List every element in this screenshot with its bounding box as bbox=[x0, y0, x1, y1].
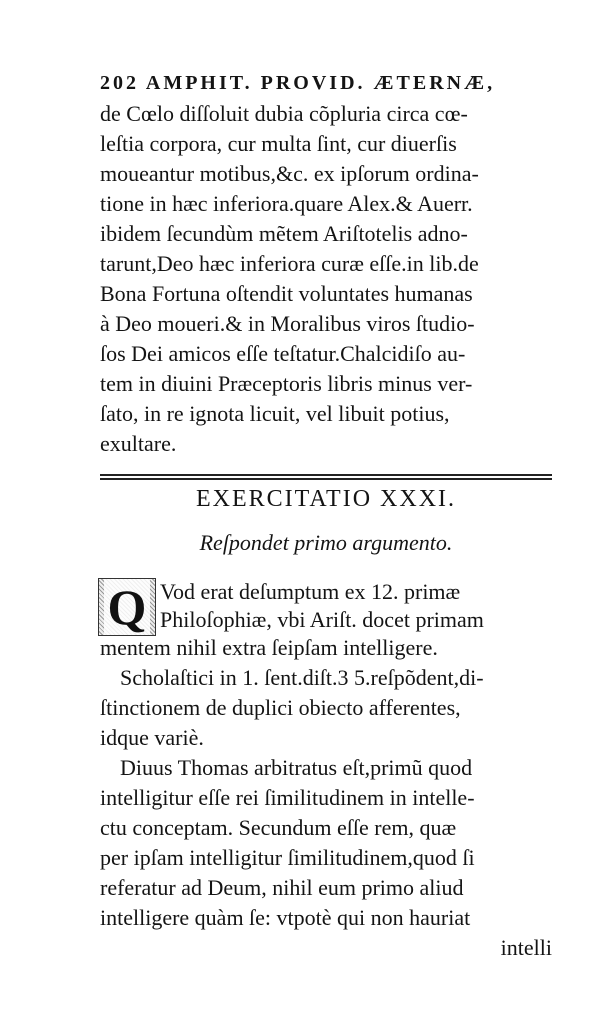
text-line: per ipſam intelligitur ſimilitudinem,quod ſi bbox=[100, 845, 475, 870]
section-rule-top bbox=[100, 474, 552, 476]
text-line: ibidem ſecundùm mẽtem Ariſtotelis adno- bbox=[100, 221, 468, 246]
text-line: tarunt,Deo hæc inferiora curæ eſſe.in lib.de bbox=[100, 251, 479, 276]
decorated-initial bbox=[98, 578, 156, 636]
text-line: intelligitur eſſe rei ſimilitudinem in intelle- bbox=[100, 785, 475, 810]
text-line: tione in hæc inferiora.quare Alex.& Auerr. bbox=[100, 191, 473, 216]
text-line: mentem nihil extra ſeipſam intelligere. bbox=[100, 635, 438, 660]
text-line: de Cœlo diſſoluit dubia cõpluria circa cœ- bbox=[100, 101, 468, 126]
text-line: à Deo moueri.& in Moralibus viros ſtudio- bbox=[100, 311, 475, 336]
text-line: ſtinctionem de duplici obiecto afferentes, bbox=[100, 695, 461, 720]
text-line: ctu conceptam. Secundum eſſe rem, quæ bbox=[100, 815, 457, 840]
text-line: Bona Fortuna oſtendit voluntates humanas bbox=[100, 281, 473, 306]
text-line: Philoſophiæ, vbi Ariſt. docet primam bbox=[160, 607, 484, 632]
section-rule-bottom bbox=[100, 478, 552, 480]
text-line: ſato, in re ignota licuit, vel libuit potius, bbox=[100, 401, 450, 426]
text-line: idque variè. bbox=[100, 725, 204, 750]
text-line: intelligere quàm ſe: vtpotè qui non hauriat bbox=[100, 905, 471, 930]
text-line: exultare. bbox=[100, 431, 177, 456]
text-line: Vod erat deſumptum ex 12. primæ bbox=[160, 579, 461, 604]
section-subtitle: Reſpondet primo argumento. bbox=[199, 530, 453, 555]
text-line: referatur ad Deum, nihil eum primo aliud bbox=[100, 875, 464, 900]
text-line: moueantur motibus,&c. ex ipſorum ordina- bbox=[100, 161, 479, 186]
text-line: tem in diuini Præceptoris libris minus ver- bbox=[100, 371, 473, 396]
section-title: EXERCITATIO XXXI. bbox=[195, 486, 457, 512]
running-head: 202 AMPHIT. PROVID. ÆTERNÆ, bbox=[100, 72, 496, 94]
initial-letter: Q bbox=[104, 579, 151, 635]
text-line: Diuus Thomas arbitratus eſt,primũ quod bbox=[120, 755, 473, 780]
text-line: ſos Dei amicos eſſe teſtatur.Chalcidiſo au- bbox=[100, 341, 466, 366]
text-line: Scholaſtici in 1. ſent.diſt.3 5.reſpõdent,di- bbox=[120, 665, 484, 690]
catchword: intelli bbox=[500, 935, 552, 960]
text-line: leſtia corpora, cur multa ſint, cur diuerſis bbox=[100, 131, 457, 156]
